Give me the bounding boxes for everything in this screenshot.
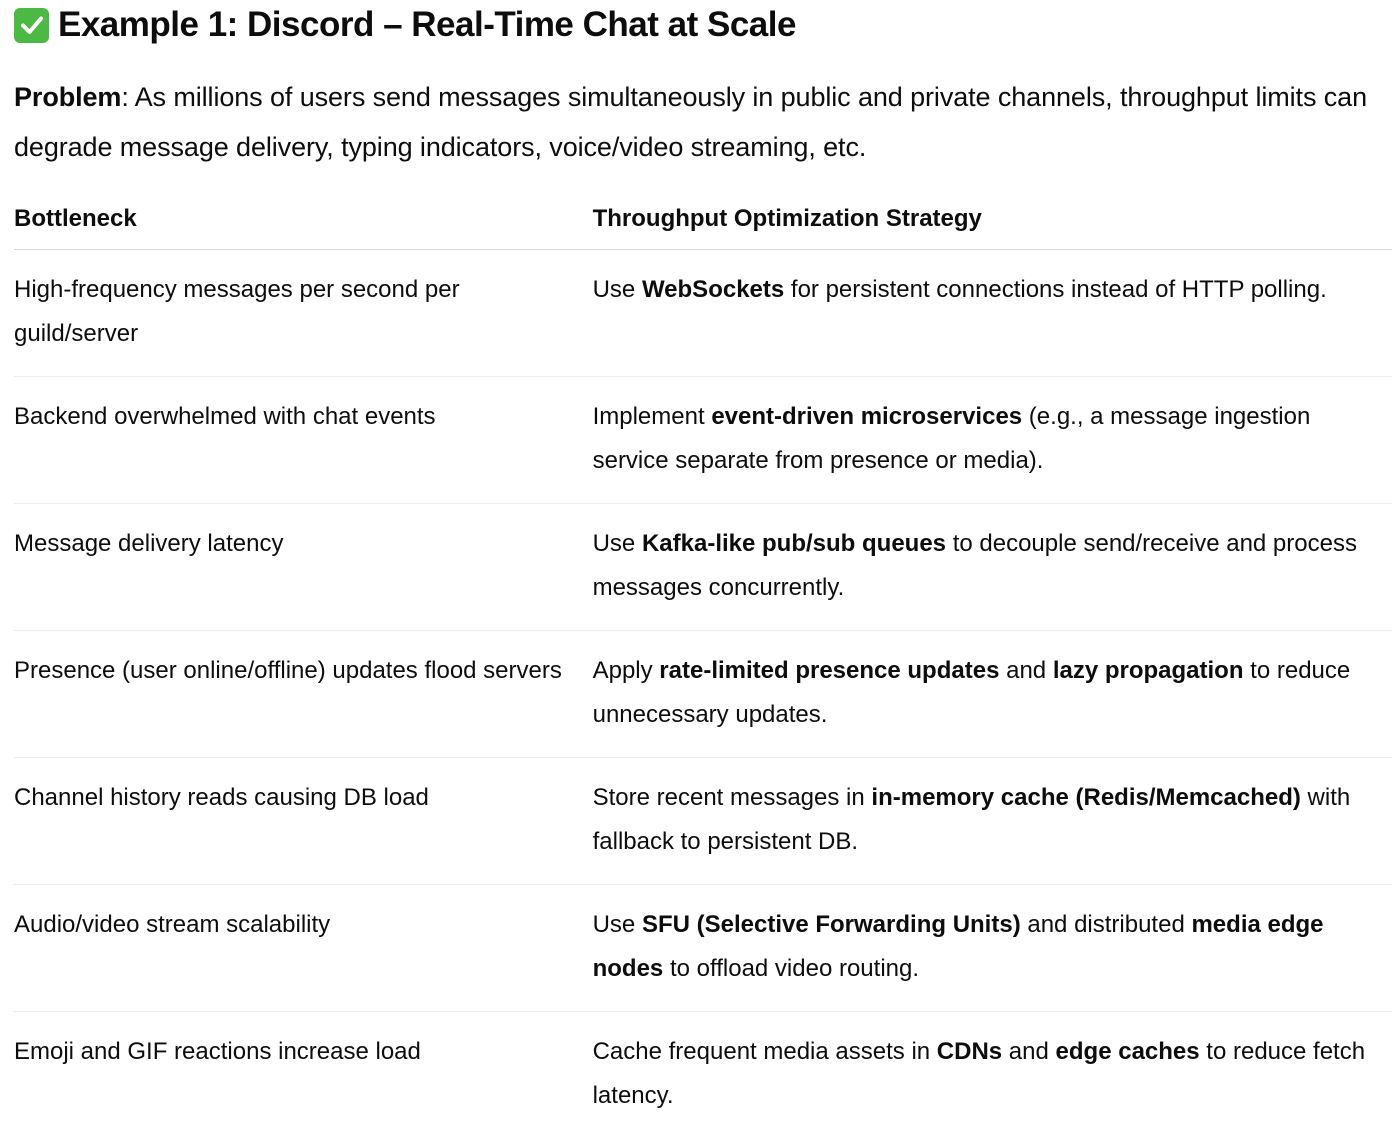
column-header-strategy: Throughput Optimization Strategy — [593, 189, 1392, 250]
problem-label: Problem — [14, 82, 121, 112]
bottleneck-strategy-table — [14, 189, 1392, 1138]
strategy-text: and — [1002, 1038, 1055, 1065]
strategy-emphasis: CDNs — [937, 1038, 1002, 1065]
section-heading — [14, 0, 1392, 46]
strategy-text: with fallback to persistent DB. — [593, 784, 1351, 855]
strategy-emphasis: edge caches — [1056, 1038, 1200, 1065]
strategy-text: Store recent messages in — [593, 784, 872, 811]
strategy-emphasis: in-memory cache (Redis/Memcached) — [871, 784, 1300, 811]
strategy-text: Use — [593, 911, 642, 938]
table-header-row — [14, 189, 1392, 250]
strategy-text: Use — [593, 530, 642, 557]
table-row — [14, 885, 1392, 1012]
strategy-text: to decouple send/receive and process messages concurrently. — [593, 530, 1357, 601]
strategy-cell — [593, 1012, 1392, 1138]
table-row — [14, 631, 1392, 758]
strategy-text: for persistent connections instead of HTTP polling. — [784, 276, 1327, 303]
bottleneck-cell: Backend overwhelmed with chat events — [14, 377, 593, 504]
strategy-cell — [593, 885, 1392, 1012]
bottleneck-cell: Audio/video stream scalability — [14, 885, 593, 1012]
table-row — [14, 377, 1392, 504]
strategy-cell — [593, 250, 1392, 377]
strategy-text: Use — [593, 276, 642, 303]
bottleneck-cell: Message delivery latency — [14, 504, 593, 631]
strategy-cell — [593, 377, 1392, 504]
table-row — [14, 250, 1392, 377]
strategy-emphasis: event-driven microservices — [711, 403, 1022, 430]
strategy-emphasis: SFU (Selective Forwarding Units) — [642, 911, 1021, 938]
table-body — [14, 250, 1392, 1138]
column-header-bottleneck: Bottleneck — [14, 189, 593, 250]
strategy-text: to reduce unnecessary updates. — [593, 657, 1351, 728]
section-heading-text: Example 1: Discord – Real-Time Chat at Scale — [58, 5, 796, 45]
strategy-emphasis: rate-limited presence updates — [659, 657, 999, 684]
problem-separator: : — [121, 82, 128, 112]
strategy-text: and — [999, 657, 1052, 684]
table-row — [14, 1012, 1392, 1138]
strategy-text: Implement — [593, 403, 712, 430]
problem-statement — [14, 72, 1384, 172]
strategy-emphasis: lazy propagation — [1053, 657, 1244, 684]
strategy-text: Apply — [593, 657, 660, 684]
bottleneck-cell: High-frequency messages per second per guild/server — [14, 250, 593, 377]
strategy-text: and distributed — [1021, 911, 1192, 938]
strategy-cell — [593, 504, 1392, 631]
bottleneck-cell: Channel history reads causing DB load — [14, 758, 593, 885]
strategy-emphasis: Kafka-like pub/sub queues — [642, 530, 946, 557]
table-row — [14, 758, 1392, 885]
strategy-cell — [593, 631, 1392, 758]
strategy-text: Cache frequent media assets in — [593, 1038, 937, 1065]
strategy-emphasis: media edge nodes — [593, 911, 1324, 982]
table-row — [14, 504, 1392, 631]
bottleneck-cell: Presence (user online/offline) updates flood servers — [14, 631, 593, 758]
bottleneck-cell: Emoji and GIF reactions increase load — [14, 1012, 593, 1138]
check-mark-button-icon — [14, 8, 49, 43]
strategy-emphasis: WebSockets — [642, 276, 784, 303]
strategy-text: to reduce fetch latency. — [593, 1038, 1365, 1109]
strategy-text: (e.g., a message ingestion service separate from presence or media). — [593, 403, 1311, 474]
problem-text: As millions of users send messages simultaneously in public and private channels, throughput limits can degrade message delivery, typing indicators, voice/video streaming, etc. — [14, 82, 1367, 162]
strategy-cell — [593, 758, 1392, 885]
strategy-text: to offload video routing. — [663, 955, 919, 982]
